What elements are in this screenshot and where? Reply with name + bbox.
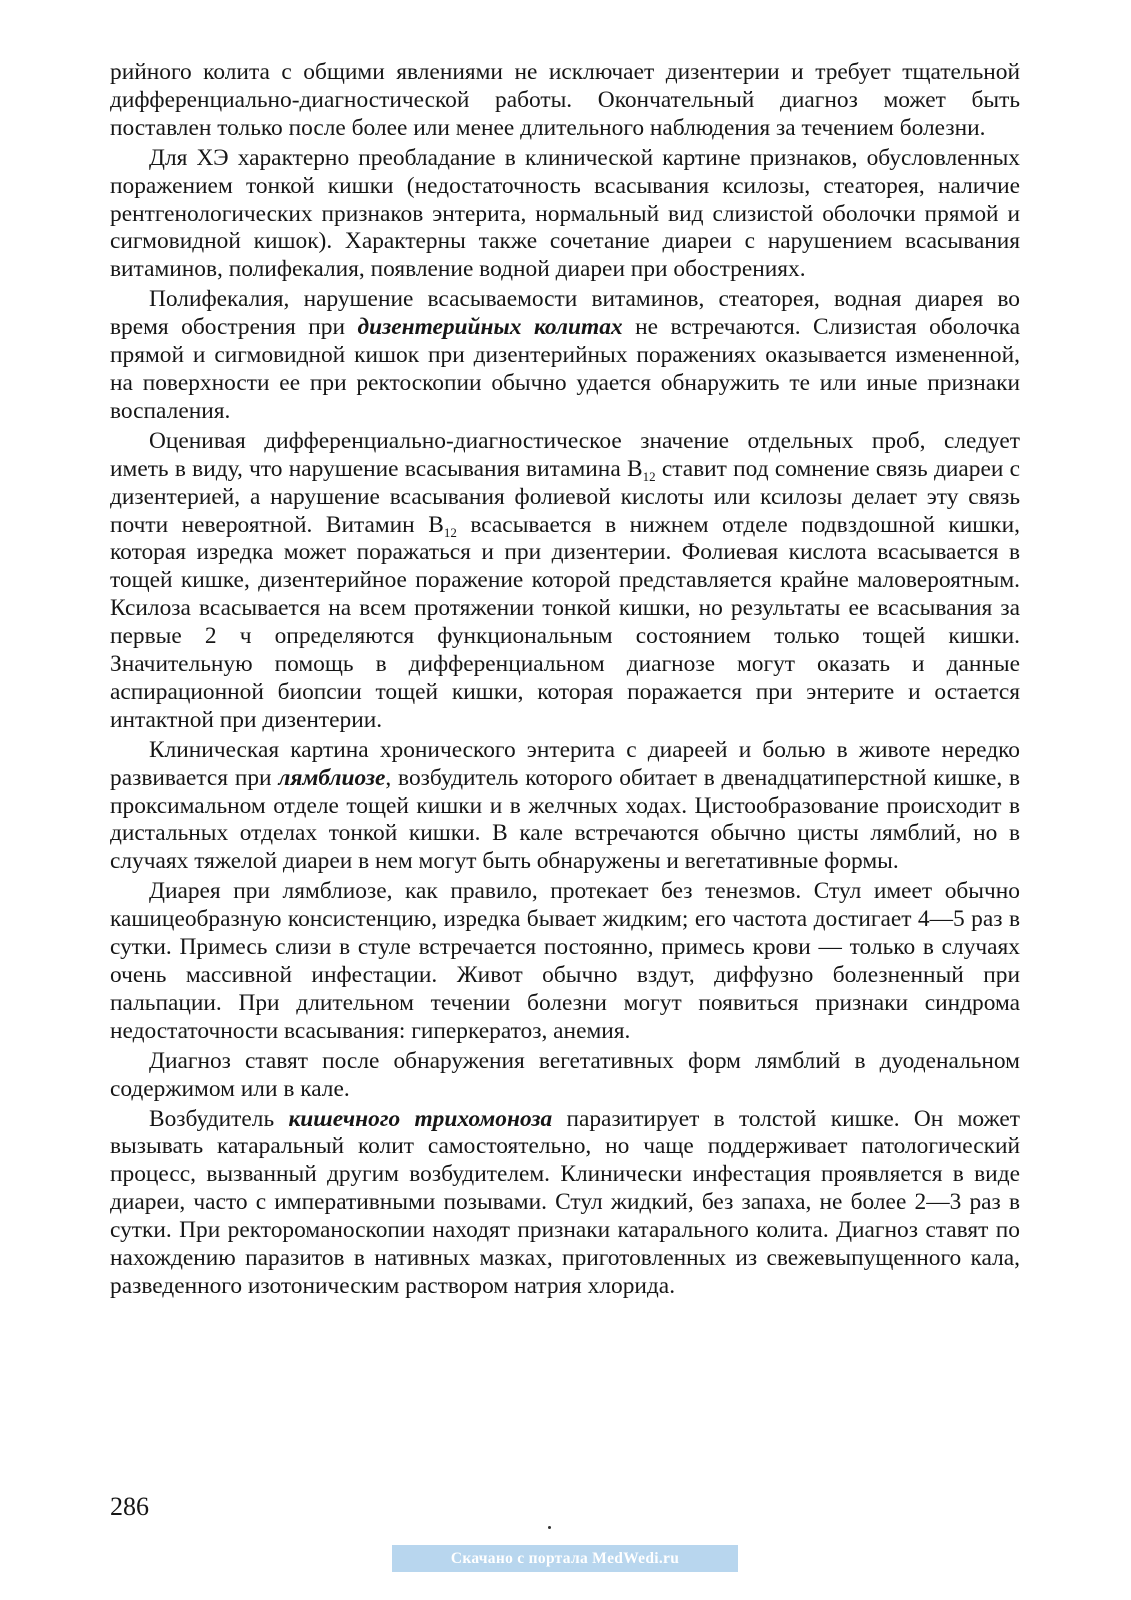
paragraph-text: , возбудитель которого обитает в двенадцатиперстной кишке, в проксимальном отделе тощей кишки и в желчных ходах. Цистообразование происходит в дистальных отделах тонкой кишки. В кале встречаются обычно цисты лямблий, но в случаях тяжелой диареи в нем могут быть обнаружены и вегетативные формы. <box>110 764 1021 875</box>
subscript: 12 <box>642 468 656 484</box>
paragraph-text: паразитирует в толстой кишке. Он может вызывать катаральный колит самостоятельно, но чаще поддерживает патологический процесс, вызванный другим возбудителем. Клинически инфестация проявляется в виде диареи, часто с императивными позывами. Стул жидкий, без запаха, не более 2—3 раз в сутки. При ректороманоскопии находят признаки катарального колита. Диагноз ставят по нахождению паразитов в нативных мазках, приготовленных из свежевыпущенного кала, разведенного изотоническим раствором натрия хлорида. <box>110 1105 1020 1299</box>
paragraph-p5 <box>110 737 1020 877</box>
watermark-banner[interactable]: Скачано с портала MedWedi.ru <box>392 1545 738 1572</box>
page-body <box>110 59 1020 1301</box>
paragraph-p1 <box>110 59 1020 143</box>
paragraph-p8 <box>110 1106 1020 1301</box>
paragraph-text: рийного колита с общими явлениями не исключает дизентерии и требует тщательной дифференциально-диагностической работы. Окончательный диагноз может быть поставлен только после более или менее длительного наблюдения за течением болезни. <box>110 59 1020 141</box>
emphasized-term: дизентерийных колитах <box>357 314 623 341</box>
paragraph-text: не встречаются. Слизистая оболочка прямой и сигмовидной кишок при дизентерийных поражениях оказывается измененной, на поверхности ее при ректоскопии обычно удается обнаружить те или иные признаки воспаления. <box>110 314 1020 424</box>
paragraph-p3 <box>110 286 1020 426</box>
page-number: 286 <box>110 1492 149 1521</box>
paragraph-text: всасывается в нижнем отделе подвздошной кишки, которая изредка может поражаться и при дизентерии. Фолиевая кислота всасывается в тощей кишке, дизентерийное поражение которой представляется крайне маловероятным. Ксилоза всасывается на всем протяжении тонкой кишки, но результаты ее всасывания за первые 2 ч определяются функциональным состоянием только тощей кишки. Значительную помощь в дифференциальном диагнозе могут оказать и данные аспирационной биопсии тощей кишки, которая поражается при энтерите и остается интактной при дизентерии. <box>110 511 1020 733</box>
paragraph-p6 <box>110 878 1020 1045</box>
subscript: 12 <box>443 524 457 540</box>
paragraph-p4 <box>110 428 1020 735</box>
emphasized-term: кишечного трихомоноза <box>288 1105 553 1132</box>
paragraph-text: ставит под сомнение связь диареи с дизентерией, а нарушение всасывания фолиевой кислоты или ксилозы делает эту связь почти невероятной. Витамин В <box>110 455 1020 538</box>
stray-dot <box>548 1526 551 1529</box>
paragraph-p7 <box>110 1048 1020 1104</box>
paragraph-text: Оценивая дифференциально-диагностическое значение отдельных проб, следует иметь в виду, что нарушение всасывания витамина В <box>110 427 1020 482</box>
paragraph-text: Для ХЭ характерно преобладание в клинической картине признаков, обусловленных поражением тонкой кишки (недостаточность всасывания ксилозы, стеаторея, наличие рентгенологических признаков энтерита, нормальный вид слизистой оболочки прямой и сигмовидной кишок). Характерны также сочетание диареи с нарушением всасывания витаминов, полифекалия, появление водной диареи при обострениях. <box>110 144 1020 283</box>
paragraph-text: Полифекалия, нарушение всасываемости витаминов, стеаторея, водная диарея во время обострения при <box>110 286 1020 341</box>
paragraph-text: Клиническая картина хронического энтерита с диареей и болью в животе нередко развивается при <box>110 736 1020 791</box>
paragraph-text: Диагноз ставят после обнаружения вегетативных форм лямблий в дуоденальном содержимом или в кале. <box>110 1047 1020 1102</box>
paragraph-text: Диарея при лямблиозе, как правило, протекает без тенезмов. Стул имеет обычно кашицеобразную консистенцию, изредка бывает жидким; его частота достигает 4—5 раз в сутки. Примесь слизи в стуле встречается постоянно, примесь крови — только в случаях очень массивной инфестации. Живот обычно вздут, диффузно болезненный при пальпации. При длительном течении болезни могут появиться признаки синдрома недостаточности всасывания: гиперкератоз, анемия. <box>110 878 1020 1044</box>
emphasized-term: лямблиозе <box>278 764 386 791</box>
paragraph-p2 <box>110 145 1020 285</box>
paragraph-text: Возбудитель <box>149 1105 289 1132</box>
